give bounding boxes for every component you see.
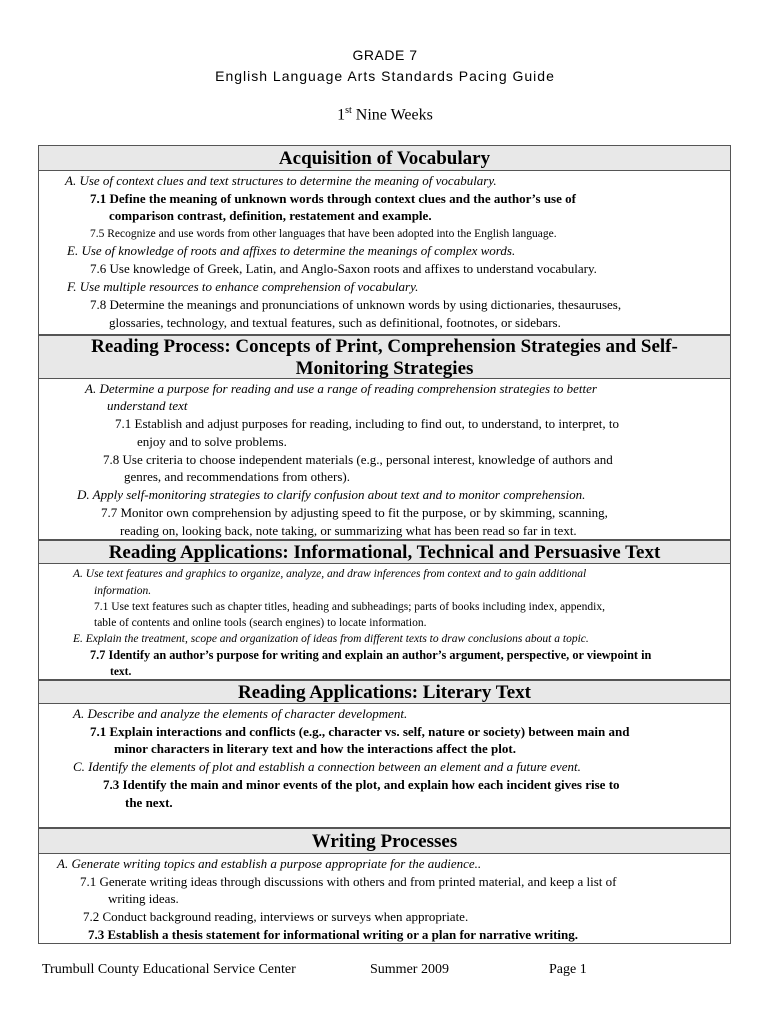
section-title-line-1: Reading Process: Concepts of Print, Comprehension Strategies and Self- (91, 336, 678, 357)
indicator-7-1-cont: table of contents and online tools (search engines) to locate information. (94, 617, 427, 629)
indicator-7-1: 7.1 Generate writing ideas through discussions with others and from printed material, and keep a list of (80, 874, 617, 889)
indicator-7-7-cont: reading on, looking back, note taking, or summarizing what has been read so far in text. (120, 523, 577, 538)
weeks-number: 1 (337, 106, 346, 124)
weeks-text: Nine Weeks (351, 106, 433, 124)
standard-a-cont: understand text (107, 398, 188, 413)
section-title-line-2: Monitoring Strategies (295, 358, 474, 379)
standard-e: E. Explain the treatment, scope and organization of ideas from different texts to draw conclusions about a topic. (73, 633, 589, 645)
indicator-7-3-cont: the next. (125, 795, 173, 810)
standard-a: A. Determine a purpose for reading and use a range of reading comprehension strategies to better (85, 381, 597, 396)
indicator-7-1-cont: minor characters in literary text and how the interactions affect the plot. (114, 741, 516, 756)
footer-date: Summer 2009 (370, 962, 449, 977)
standard-c: C. Identify the elements of plot and establish a connection between an element and a future event. (73, 759, 581, 774)
indicator-7-8-cont: glossaries, technology, and textual features, such as definitional, footnotes, or sidebars. (109, 315, 561, 330)
indicator-7-6: 7.6 Use knowledge of Greek, Latin, and Anglo-Saxon roots and affixes to understand vocabulary. (90, 261, 597, 276)
indicator-7-1-cont: comparison contrast, definition, restatement and example. (109, 208, 432, 223)
document-grade: GRADE 7 (352, 47, 418, 63)
section-title-literary-text: Reading Applications: Literary Text (38, 680, 731, 704)
section-title-reading-process (38, 335, 731, 379)
indicator-7-8: 7.8 Determine the meanings and pronunciations of unknown words by using dictionaries, thesauruses, (90, 297, 622, 312)
footer-page-number: Page 1 (549, 962, 587, 977)
indicator-7-1: 7.1 Explain interactions and conflicts (e.g., character vs. self, nature or society) between main and (90, 724, 630, 739)
footer-organization: Trumbull County Educational Service Center (42, 962, 296, 977)
standard-a: A. Use text features and graphics to organize, analyze, and draw inferences from context and to gain additional (73, 568, 587, 580)
standard-e: E. Use of knowledge of roots and affixes to determine the meanings of complex words. (67, 243, 516, 258)
standard-d: D. Apply self-monitoring strategies to clarify confusion about text and to monitor comprehension. (77, 487, 586, 502)
indicator-7-8: 7.8 Use criteria to choose independent materials (e.g., personal interest, knowledge of authors and (103, 452, 613, 467)
indicator-7-5: 7.5 Recognize and use words from other languages that have been adopted into the English language. (90, 228, 557, 240)
document-title: English Language Arts Standards Pacing Guide (215, 68, 555, 84)
standard-a: A. Describe and analyze the elements of character development. (73, 706, 408, 721)
indicator-7-3: 7.3 Identify the main and minor events of the plot, and explain how each incident gives rise to (103, 777, 620, 792)
standard-a-cont: information. (94, 585, 152, 597)
indicator-7-7-cont: text. (110, 666, 132, 678)
indicator-7-1-cont: enjoy and to solve problems. (137, 434, 287, 449)
indicator-7-1-cont: writing ideas. (108, 891, 179, 906)
section-title-vocabulary: Acquisition of Vocabulary (38, 145, 731, 171)
document-period (0, 105, 770, 124)
indicator-7-1: 7.1 Establish and adjust purposes for reading, including to find out, to understand, to interpret, to (115, 416, 620, 431)
indicator-7-7: 7.7 Monitor own comprehension by adjusting speed to fit the purpose, or by skimming, scanning, (101, 505, 608, 520)
standard-a: A. Use of context clues and text structures to determine the meaning of vocabulary. (65, 173, 497, 188)
standard-f: F. Use multiple resources to enhance comprehension of vocabulary. (67, 279, 419, 294)
weeks-suffix: st (345, 105, 352, 116)
indicator-7-8-cont: genres, and recommendations from others). (124, 469, 350, 484)
section-title-writing-processes: Writing Processes (38, 828, 731, 854)
indicator-7-3: 7.3 Establish a thesis statement for informational writing or a plan for narrative writing. (88, 927, 579, 942)
indicator-7-1: 7.1 Define the meaning of unknown words through context clues and the author’s use of (90, 191, 576, 206)
section-title-informational-text: Reading Applications: Informational, Technical and Persuasive Text (38, 540, 731, 564)
indicator-7-2: 7.2 Conduct background reading, interviews or surveys when appropriate. (83, 909, 469, 924)
indicator-7-1: 7.1 Use text features such as chapter titles, heading and subheadings; parts of books including index, appendix, (94, 601, 605, 613)
indicator-7-7: 7.7 Identify an author’s purpose for writing and explain an author’s argument, perspective, or viewpoint in (90, 648, 652, 662)
standard-a: A. Generate writing topics and establish a purpose appropriate for the audience.. (57, 856, 482, 871)
